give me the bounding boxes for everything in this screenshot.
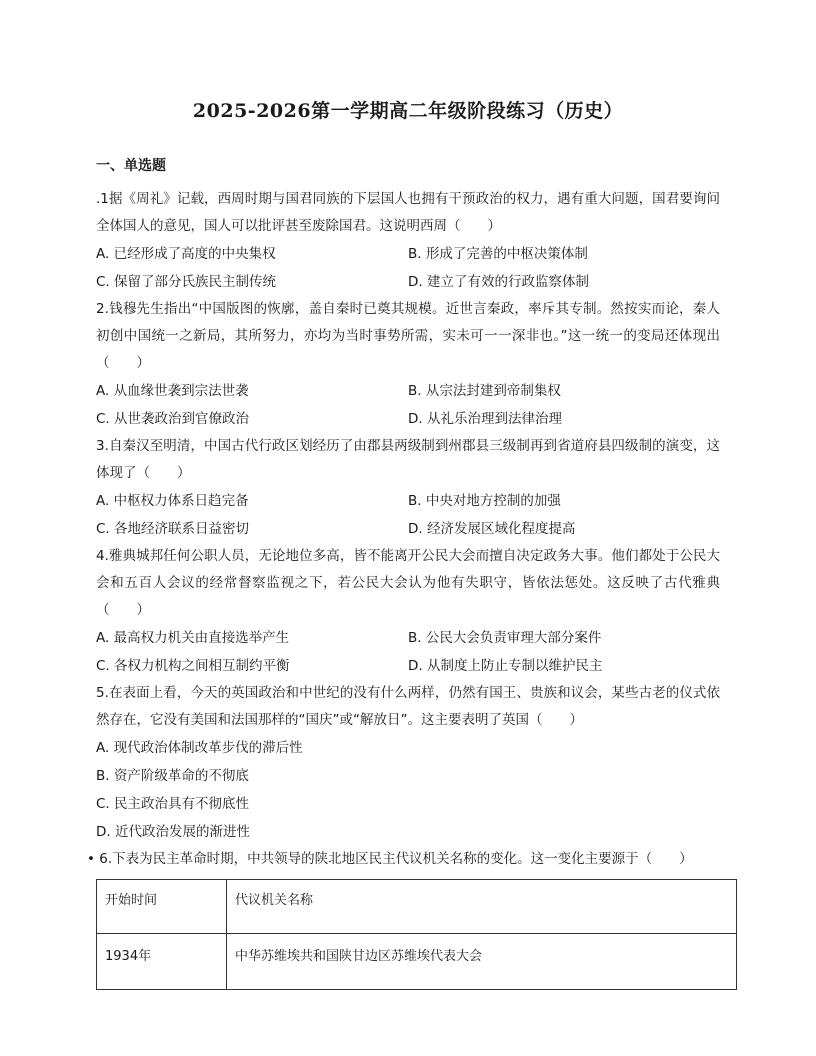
table-header-cell: 开始时间 xyxy=(97,880,227,934)
table-header-row xyxy=(97,880,737,934)
option-a: A. 现代政治体制改革步伐的滞后性 xyxy=(96,740,303,756)
table-cell: 中华苏维埃共和国陕甘边区苏维埃代表大会 xyxy=(227,934,737,990)
table-cell: 1934年 xyxy=(97,934,227,990)
option-group xyxy=(96,377,720,433)
assembly-name-table xyxy=(96,879,737,990)
option-c: C. 从世袭政治到官僚政治 xyxy=(96,411,250,427)
option-group xyxy=(96,240,720,296)
option-c: C. 民主政治具有不彻底性 xyxy=(96,796,250,812)
question-3 xyxy=(96,433,720,543)
table-row xyxy=(97,934,737,990)
question-stem: 2.钱穆先生指出“中国版图的恢廓，盖自秦时已奠其规模。近世言秦政，率斥其专制。然按实而论，秦人初创中国统一之新局，其所努力，亦均为当时事势所需，实未可一一深非也。”这一统一的变局还体现出（ ） xyxy=(96,301,720,371)
question-stem: 5.在表面上看，今天的英国政治和中世纪的没有什么两样，仍然有国王、贵族和议会，某些古老的仪式依然存在，它没有美国和法国那样的“国庆”或“解放日”。这主要表明了英国（ ） xyxy=(96,685,720,728)
option-d: D. 从礼乐治理到法律治理 xyxy=(408,411,562,427)
question-stem: • 6.下表为民主革命时期，中共领导的陕北地区民主代议机关名称的变化。这一变化主要源于（ ） xyxy=(87,851,693,867)
question-stem: .1据《周礼》记载，西周时期与国君同族的下层国人也拥有干预政治的权力，遇有重大问题，国君要询问全体国人的意见，国人可以批评甚至废除国君。这说明西周（ ） xyxy=(96,191,720,234)
option-d: D. 从制度上防止专制以维护民主 xyxy=(408,658,603,674)
option-d: D. 近代政治发展的渐进性 xyxy=(96,824,250,840)
question-2 xyxy=(96,296,720,433)
question-4 xyxy=(96,543,720,680)
question-5 xyxy=(96,680,720,846)
option-a: A. 从血缘世袭到宗法世袭 xyxy=(96,383,249,399)
option-b: B. 中央对地方控制的加强 xyxy=(408,493,561,509)
option-group xyxy=(96,624,720,680)
option-b: B. 公民大会负责审理大部分案件 xyxy=(408,630,602,646)
section-heading: 一、单选题 xyxy=(96,158,166,174)
question-stem: 4.雅典城邦任何公职人员，无论地位多高，皆不能离开公民大会而擅自决定政务大事。他们都处于公民大会和五百人会议的经常督察监视之下，若公民大会认为他有失职守，皆依法惩处。这反映了古代雅典（ ） xyxy=(96,548,720,618)
option-c: C. 各地经济联系日益密切 xyxy=(96,521,250,537)
question-6 xyxy=(87,846,720,990)
option-a: A. 中枢权力体系日趋完备 xyxy=(96,493,249,509)
question-list xyxy=(87,186,720,990)
option-c: C. 保留了部分氏族民主制传统 xyxy=(96,274,277,290)
table-header-cell: 代议机关名称 xyxy=(227,880,737,934)
question-1 xyxy=(96,186,720,296)
option-a: A. 最高权力机关由直接选举产生 xyxy=(96,630,290,646)
option-b: B. 资产阶级革命的不彻底 xyxy=(96,768,249,784)
option-group xyxy=(96,487,720,543)
option-group xyxy=(96,734,720,846)
question-stem: 3.自秦汉至明清，中国古代行政区划经历了由郡县两级制到州郡县三级制再到省道府县四级制的演变，这体现了（ ） xyxy=(96,438,720,481)
option-b: B. 从宗法封建到帝制集权 xyxy=(408,383,561,399)
option-d: D. 建立了有效的行政监察体制 xyxy=(408,274,589,290)
option-c: C. 各权力机构之间相互制约平衡 xyxy=(96,658,290,674)
option-b: B. 形成了完善的中枢决策体制 xyxy=(408,246,588,262)
option-d: D. 经济发展区域化程度提高 xyxy=(408,521,576,537)
page-title: 2025-2026第一学期高二年级阶段练习（历史） xyxy=(192,100,624,122)
option-a: A. 已经形成了高度的中央集权 xyxy=(96,246,276,262)
